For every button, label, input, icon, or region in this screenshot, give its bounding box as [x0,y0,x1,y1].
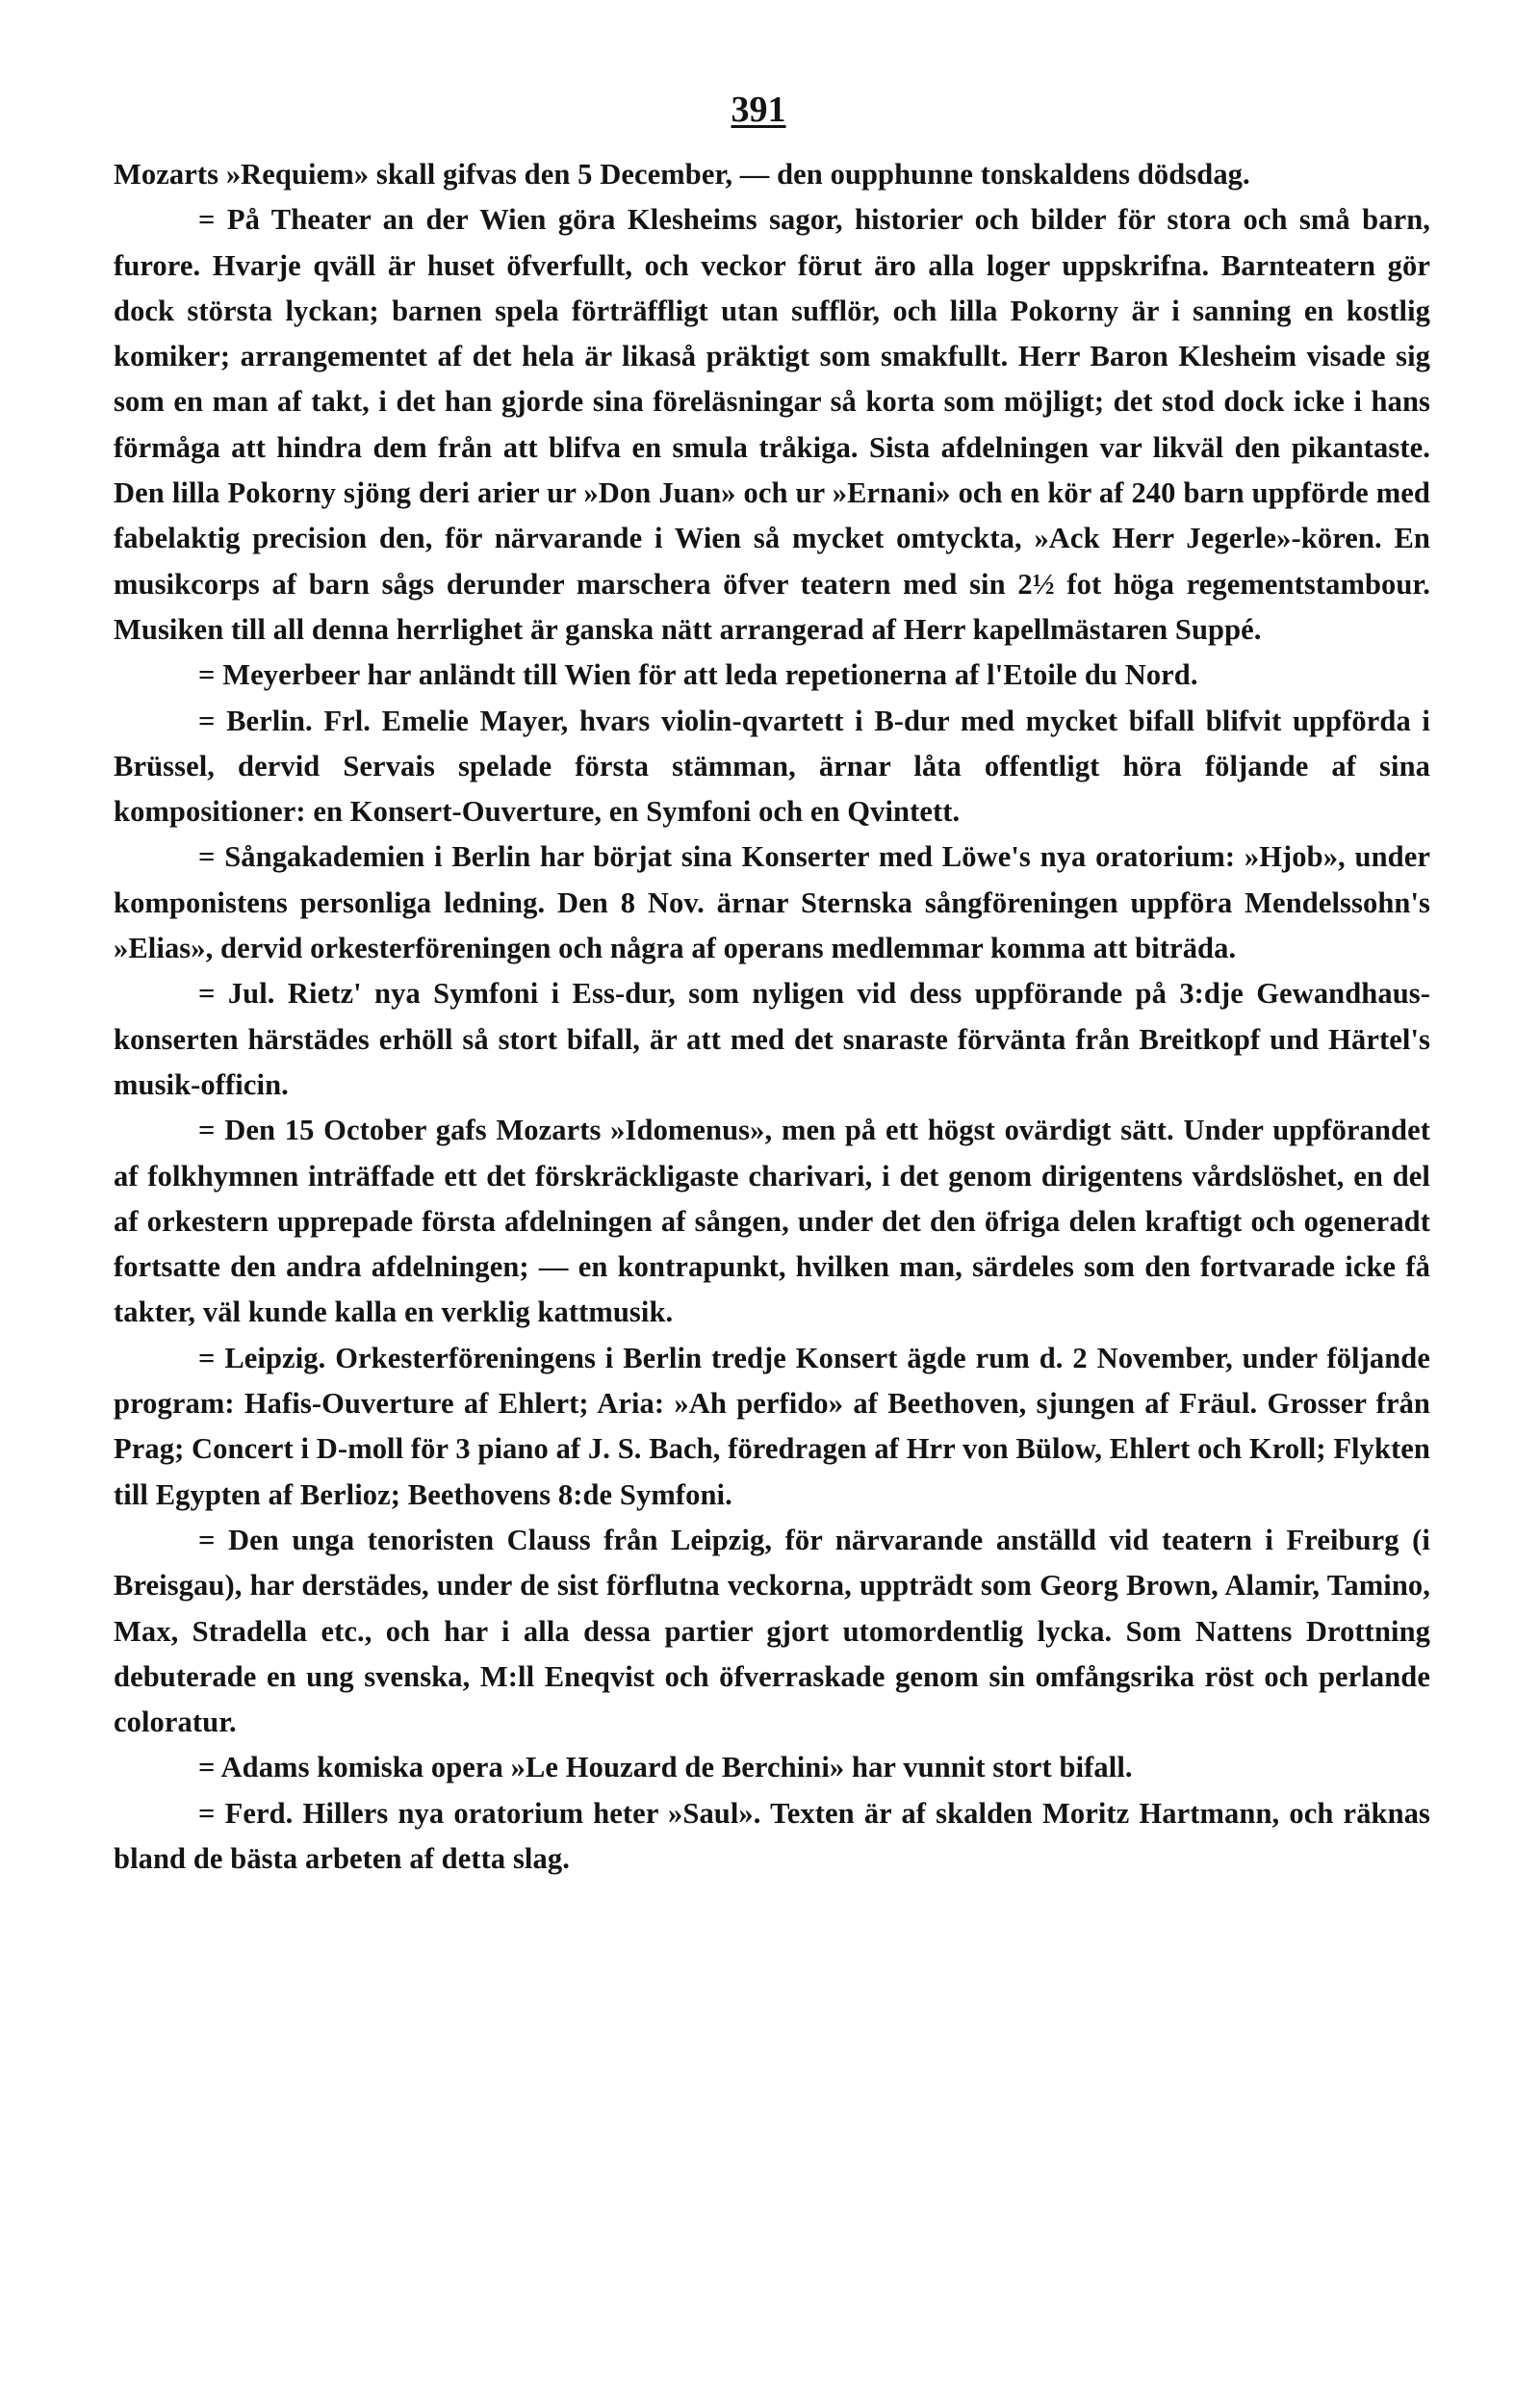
paragraph-hiller-saul: = Ferd. Hillers nya oratorium heter »Saul». Texten är af skalden Moritz Hartmann, och räknas bland de bästa arbeten af detta slag. [114,1796,1430,1875]
paragraph-theater-an-der-wien: = På Theater an der Wien göra Klesheims sagor, historier och bilder för stora och små barn, furore. Hvarje qväll är huset öfverfullt, och veckor förut äro alla loger uppskrifna. Barnteatern gör dock största lyckan; barnen spela förträffligt utan sufflör, och lilla Pokorny är i sanning en kostlig komiker; arrangementet af det hela är likaså präktigt som smakfullt. Herr Baron Klesheim visade sig som en man af takt, i det han gjorde sina föreläsningar så korta som möjligt; det stod dock icke i hans förmåga att hindra dem från att blifva en smula tråkiga. Sista afdelningen var likväl den pikantaste. Den lilla Pokorny sjöng deri arier ur »Don Juan» och ur »Ernani» och en kör af 240 barn uppförde med fabelaktig precision den, för närvarande i Wien så mycket omtyckta, »Ack Herr Jegerle»-kören. En musikcorps af barn sågs derunder marschera öfver teatern med sin 2½ fot höga regementstambour. Musiken till all denna herrlighet är ganska nätt arrangerad af Herr kapellmästaren Suppé. [114,203,1430,646]
paragraph-idomenus: = Den 15 October gafs Mozarts »Idomenus», men på ett högst ovärdigt sätt. Under uppförandet af folkhymnen inträffade ett det förskräckligaste charivari, i det genom dirigentens vårdslöshet, en del af orkestern upprepade första afdelningen af sången, under det den öfriga delen kraftigt och ogeneradt fortsatte den andra afdelningen; — en kontrapunkt, hvilken man, särdeles som den fortvarade icke få takter, väl kunde kalla en verklig kattmusik. [114,1114,1430,1329]
paragraph-adams-opera: = Adams komiska opera »Le Houzard de Berchini» har vunnit stort bifall. [198,1751,1133,1784]
article-text [114,152,1430,1882]
paragraph-leipzig-konsert: = Leipzig. Orkesterföreningens i Berlin tredje Konsert ägde rum d. 2 November, under följande program: Hafis-Ouverture af Ehlert; Aria: »Ah perfido» af Beethoven, sjungen af Fräul. Grosser från Prag; Concert i D-moll för 3 piano af J. S. Bach, föredragen af Hrr von Bülow, Ehlert och Kroll; Flykten till Egypten af Berlioz; Beethovens 8:de Symfoni. [114,1341,1430,1511]
paragraph-requiem: Mozarts »Requiem» skall gifvas den 5 December, — den oupphunne tonskaldens dödsdag. [114,158,1250,191]
paragraph-rietz-symfoni: = Jul. Rietz' nya Symfoni i Ess-dur, som nyligen vid dess uppförande på 3:dje Gewandhaus-konserten härstädes erhöll så stort bifall, är att med det snaraste förvänta från Breitkopf und Härtel's musik-officin. [114,977,1430,1101]
paragraph-berlin-mayer: = Berlin. Frl. Emelie Mayer, hvars violin-qvartett i B-dur med mycket bifall blifvit uppförda i Brüssel, dervid Servais spelade första stämman, ärnar låta offentligt höra följande af sina kompositioner: en Konsert-Ouverture, en Symfoni och en Qvintett. [114,704,1430,829]
page-number: 391 [731,90,786,130]
paragraph-clauss: = Den unga tenoristen Clauss från Leipzig, för närvarande anställd vid teatern i Freiburg (i Breisgau), har derstädes, under de sist förflutna veckorna, uppträdt som Georg Brown, Alamir, Tamino, Max, Stradella etc., och har i alla dessa partier gjort utomordentlig lycka. Som Nattens Drottning debuterade en ung svenska, M:ll Eneqvist och öfverraskade genom sin omfångsrika röst och perlande coloratur. [114,1523,1430,1739]
paragraph-meyerbeer: = Meyerbeer har anländt till Wien för att leda repetionerna af l'Etoile du Nord. [198,658,1198,692]
paragraph-sangakademien: = Sångakademien i Berlin har börjat sina Konserter med Löwe's nya oratorium: »Hjob», under komponistens personliga ledning. Den 8 Nov. ärnar Sternska sångföreningen uppföra Mendelssohn's »Elias», dervid orkesterföreningen och några af operans medlemmar komma att biträda. [114,840,1430,965]
